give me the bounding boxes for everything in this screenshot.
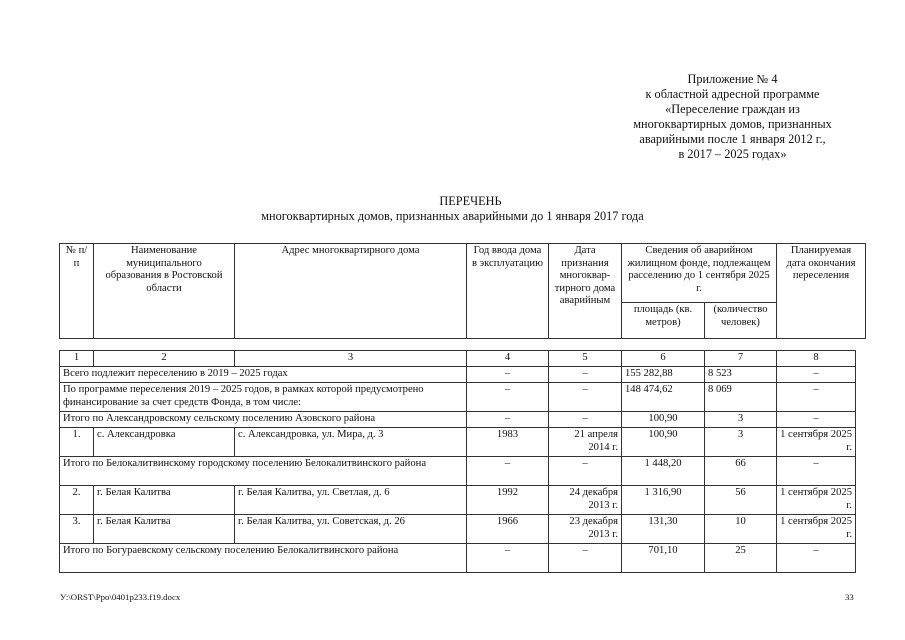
header-address: Адрес многоквартирного дома <box>235 244 467 339</box>
table-row-subtotal <box>60 412 856 428</box>
title-subheading: многоквартирных домов, признанных аварийными до 1 января 2017 года <box>261 209 644 223</box>
header-num: № п/п <box>60 244 94 339</box>
row-label: По программе переселения 2019 – 2025 годов, в рамках которой предусмотрено финансирование за счет средств Фонда, в том числе: <box>60 383 467 412</box>
cell-planned: 1 сентября 2025 г. <box>777 515 856 544</box>
cell-planned: – <box>777 457 856 486</box>
cell-area: 100,90 <box>622 428 705 457</box>
cell-planned: – <box>777 383 856 412</box>
colnum: 2 <box>94 351 235 367</box>
header-planned: Планируемая дата окончания переселения <box>777 244 866 339</box>
cell-year: 1983 <box>467 428 549 457</box>
page-number: 33 <box>845 592 854 602</box>
row-label: Итого по Белокалитвинскому городскому поселению Белокалитвинского района <box>60 457 467 486</box>
appendix-line: Приложение № 4 <box>687 72 778 86</box>
cell-municipality: с. Александровка <box>94 428 235 457</box>
table-row <box>60 428 856 457</box>
appendix-line: многоквартирных домов, признанных <box>633 117 832 131</box>
cell-people: 3 <box>705 428 777 457</box>
appendix-line: в 2017 – 2025 годах» <box>678 147 787 161</box>
cell-address: г. Белая Калитва, ул. Советская, д. 26 <box>235 515 467 544</box>
table-body <box>59 350 856 573</box>
cell-people: 3 <box>705 412 777 428</box>
cell-date: – <box>549 544 622 573</box>
cell-year: – <box>467 412 549 428</box>
cell-year: – <box>467 457 549 486</box>
cell-municipality: г. Белая Калитва <box>94 515 235 544</box>
cell-address: с. Александровка, ул. Мира, д. 3 <box>235 428 467 457</box>
cell-area: 155 282,88 <box>622 367 705 383</box>
cell-municipality: г. Белая Калитва <box>94 486 235 515</box>
cell-address: г. Белая Калитва, ул. Светлая, д. 6 <box>235 486 467 515</box>
cell-area: 148 474,62 <box>622 383 705 412</box>
colnum: 4 <box>467 351 549 367</box>
colnum: 7 <box>705 351 777 367</box>
cell-area: 131,30 <box>622 515 705 544</box>
appendix-line: к областной адресной программе <box>645 87 820 101</box>
cell-people: 8 069 <box>705 383 777 412</box>
colnum: 5 <box>549 351 622 367</box>
colnum: 3 <box>235 351 467 367</box>
header-date: Дата признания многоквар-тирного дома аварийным <box>549 244 622 339</box>
appendix-note <box>580 72 885 162</box>
table-row-subtotal <box>60 457 856 486</box>
cell-date: – <box>549 457 622 486</box>
cell-year: – <box>467 367 549 383</box>
document-title <box>0 194 905 224</box>
row-label: Итого по Богураевскому сельскому поселению Белокалитвинского района <box>60 544 467 573</box>
cell-num: 2. <box>60 486 94 515</box>
appendix-line: аварийными после 1 января 2012 г., <box>639 132 826 146</box>
cell-num: 3. <box>60 515 94 544</box>
cell-area: 701,10 <box>622 544 705 573</box>
cell-people: 8 523 <box>705 367 777 383</box>
title-heading: ПЕРЕЧЕНЬ <box>439 194 502 208</box>
table-row-total <box>60 367 856 383</box>
cell-people: 10 <box>705 515 777 544</box>
cell-year: 1992 <box>467 486 549 515</box>
table-row <box>60 515 856 544</box>
cell-area: 100,90 <box>622 412 705 428</box>
cell-year: – <box>467 383 549 412</box>
cell-date: – <box>549 367 622 383</box>
table-row-program <box>60 383 856 412</box>
cell-planned: 1 сентября 2025 г. <box>777 428 856 457</box>
cell-planned: – <box>777 367 856 383</box>
cell-year: 1966 <box>467 515 549 544</box>
cell-planned: 1 сентября 2025 г. <box>777 486 856 515</box>
cell-date: 24 декабря 2013 г. <box>549 486 622 515</box>
row-label: Всего подлежит переселению в 2019 – 2025 годах <box>60 367 467 383</box>
cell-num: 1. <box>60 428 94 457</box>
cell-area: 1 448,20 <box>622 457 705 486</box>
header-people: (количество человек) <box>705 303 777 339</box>
colnum: 6 <box>622 351 705 367</box>
cell-people: 56 <box>705 486 777 515</box>
cell-date: 23 декабря 2013 г. <box>549 515 622 544</box>
table-row-subtotal <box>60 544 856 573</box>
cell-date: – <box>549 412 622 428</box>
table-row <box>60 486 856 515</box>
table-row-colnums <box>60 351 856 367</box>
table-header <box>59 243 866 339</box>
colnum: 1 <box>60 351 94 367</box>
cell-date: – <box>549 383 622 412</box>
cell-planned: – <box>777 412 856 428</box>
file-path: У:\ORST\Ppo\0401p233.f19.docx <box>60 592 181 602</box>
header-year: Год ввода дома в эксплуатацию <box>467 244 549 339</box>
cell-date: 21 апреля 2014 г. <box>549 428 622 457</box>
cell-people: 25 <box>705 544 777 573</box>
row-label: Итого по Александровскому сельскому поселению Азовского района <box>60 412 467 428</box>
colnum: 8 <box>777 351 856 367</box>
header-info: Сведения об аварийном жилищном фонде, подлежащем расселению до 1 сентября 2025 г. <box>622 244 777 303</box>
appendix-line: «Переселение граждан из <box>665 102 800 116</box>
cell-planned: – <box>777 544 856 573</box>
cell-year: – <box>467 544 549 573</box>
cell-area: 1 316,90 <box>622 486 705 515</box>
header-municipality: Наименование муниципального образования в Ростовской области <box>94 244 235 339</box>
cell-people: 66 <box>705 457 777 486</box>
header-area: площадь (кв. метров) <box>622 303 705 339</box>
